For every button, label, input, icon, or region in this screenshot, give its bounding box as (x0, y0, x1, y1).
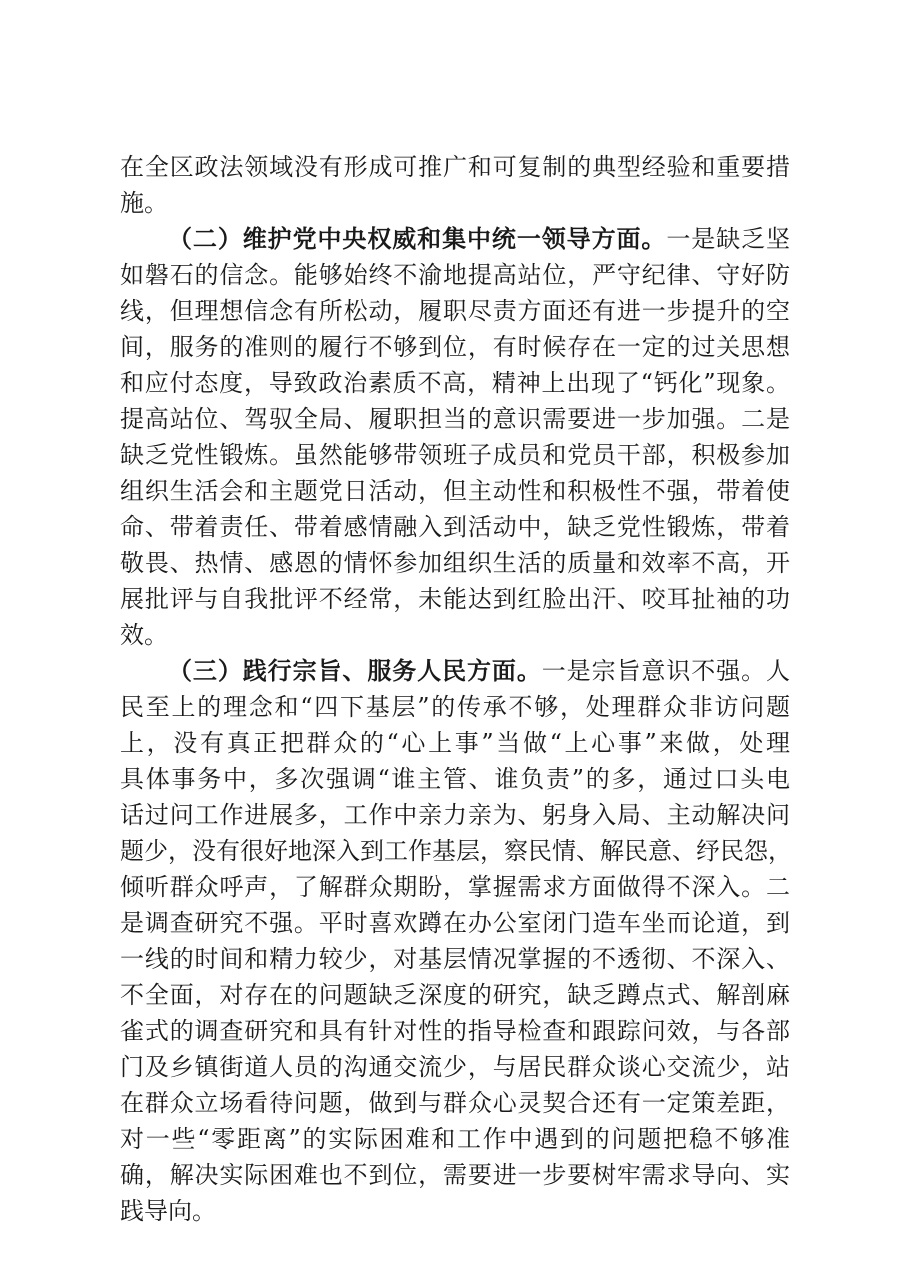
text-line: 倾听群众呼声，了解群众期盼，掌握需求方面做得不深入。二 (120, 873, 790, 901)
text-line: 题少，没有很好地深入到工作基层，察民情、解民意、纾民怨， (120, 837, 792, 865)
text-line: 上，没有真正把群众的“心上事”当做“上心事”来做，处理 (120, 729, 790, 757)
text-line: 不全面，对存在的问题缺乏深度的研究，缺乏蹲点式、解剖麻 (120, 981, 790, 1009)
text-line: 门及乡镇街道人员的沟通交流少，与居民群众谈心交流少，站 (120, 1053, 790, 1081)
section-heading-line (168, 224, 790, 254)
text-line: 命、带着责任、带着感情融入到活动中，缺乏党性锻炼，带着 (120, 513, 790, 541)
text-line: 间，服务的准则的履行不够到位，有时候存在一定的过关思想 (120, 333, 790, 361)
section-heading-3: （三）践行宗旨、服务人民方面。 (168, 656, 542, 685)
text-line: 施。 (120, 189, 168, 217)
text-line: 效。 (120, 621, 168, 649)
text-line: 线，但理想信念有所松动，履职尽责方面还有进一步提升的空 (120, 297, 790, 325)
text-line: 对一些“零距离”的实际困难和工作中遇到的问题把稳不够准 (120, 1125, 790, 1153)
text-line: 践导向。 (120, 1197, 216, 1225)
text-line: 民至上的理念和“四下基层”的传承不够，处理群众非访问题 (120, 693, 790, 721)
text-line: 在群众立场看待问题，做到与群众心灵契合还有一定策差距， (120, 1089, 790, 1117)
text-line: 展批评与自我批评不经常，未能达到红脸出汗、咬耳扯袖的功 (120, 585, 790, 613)
text-line: 缺乏党性锻炼。虽然能够带领班子成员和党员干部，积极参加 (120, 441, 790, 469)
text-line: 雀式的调查研究和具有针对性的指导检查和跟踪问效，与各部 (120, 1017, 790, 1045)
section-heading-line (168, 656, 790, 686)
section-heading-2: （二）维护党中央权威和集中统一领导方面。 (168, 224, 667, 253)
text-line: 确，解决实际困难也不到位，需要进一步要树牢需求导向、实 (120, 1161, 790, 1189)
text-line: 是调查研究不强。平时喜欢蹲在办公室闭门造车坐而论道，到 (120, 909, 790, 937)
text-line: 敬畏、热情、感恩的情怀参加组织生活的质量和效率不高，开 (120, 549, 790, 577)
text-line: 组织生活会和主题党日活动，但主动性和积极性不强，带着使 (120, 477, 790, 505)
text-line: 在全区政法领域没有形成可推广和可复制的典型经验和重要措 (120, 153, 790, 181)
text-line: 和应付态度，导致政治素质不高，精神上出现了“钙化”现象。 (120, 369, 790, 397)
text-line: 具体事务中，多次强调“谁主管、谁负责”的多，通过口头电 (120, 765, 790, 793)
text-line: 一线的时间和精力较少，对基层情况掌握的不透彻、不深入、 (120, 945, 790, 973)
text-line: 话过问工作进展多，工作中亲力亲为、躬身入局、主动解决问 (120, 801, 790, 829)
text-line: 提高站位、驾驭全局、履职担当的意识需要进一步加强。二是 (120, 405, 790, 433)
text-line: 如磐石的信念。能够始终不渝地提高站位，严守纪律、守好防 (120, 261, 790, 289)
text-run: 一是宗旨意识不强。人 (541, 657, 790, 685)
text-run: 一是缺乏坚 (666, 225, 791, 253)
